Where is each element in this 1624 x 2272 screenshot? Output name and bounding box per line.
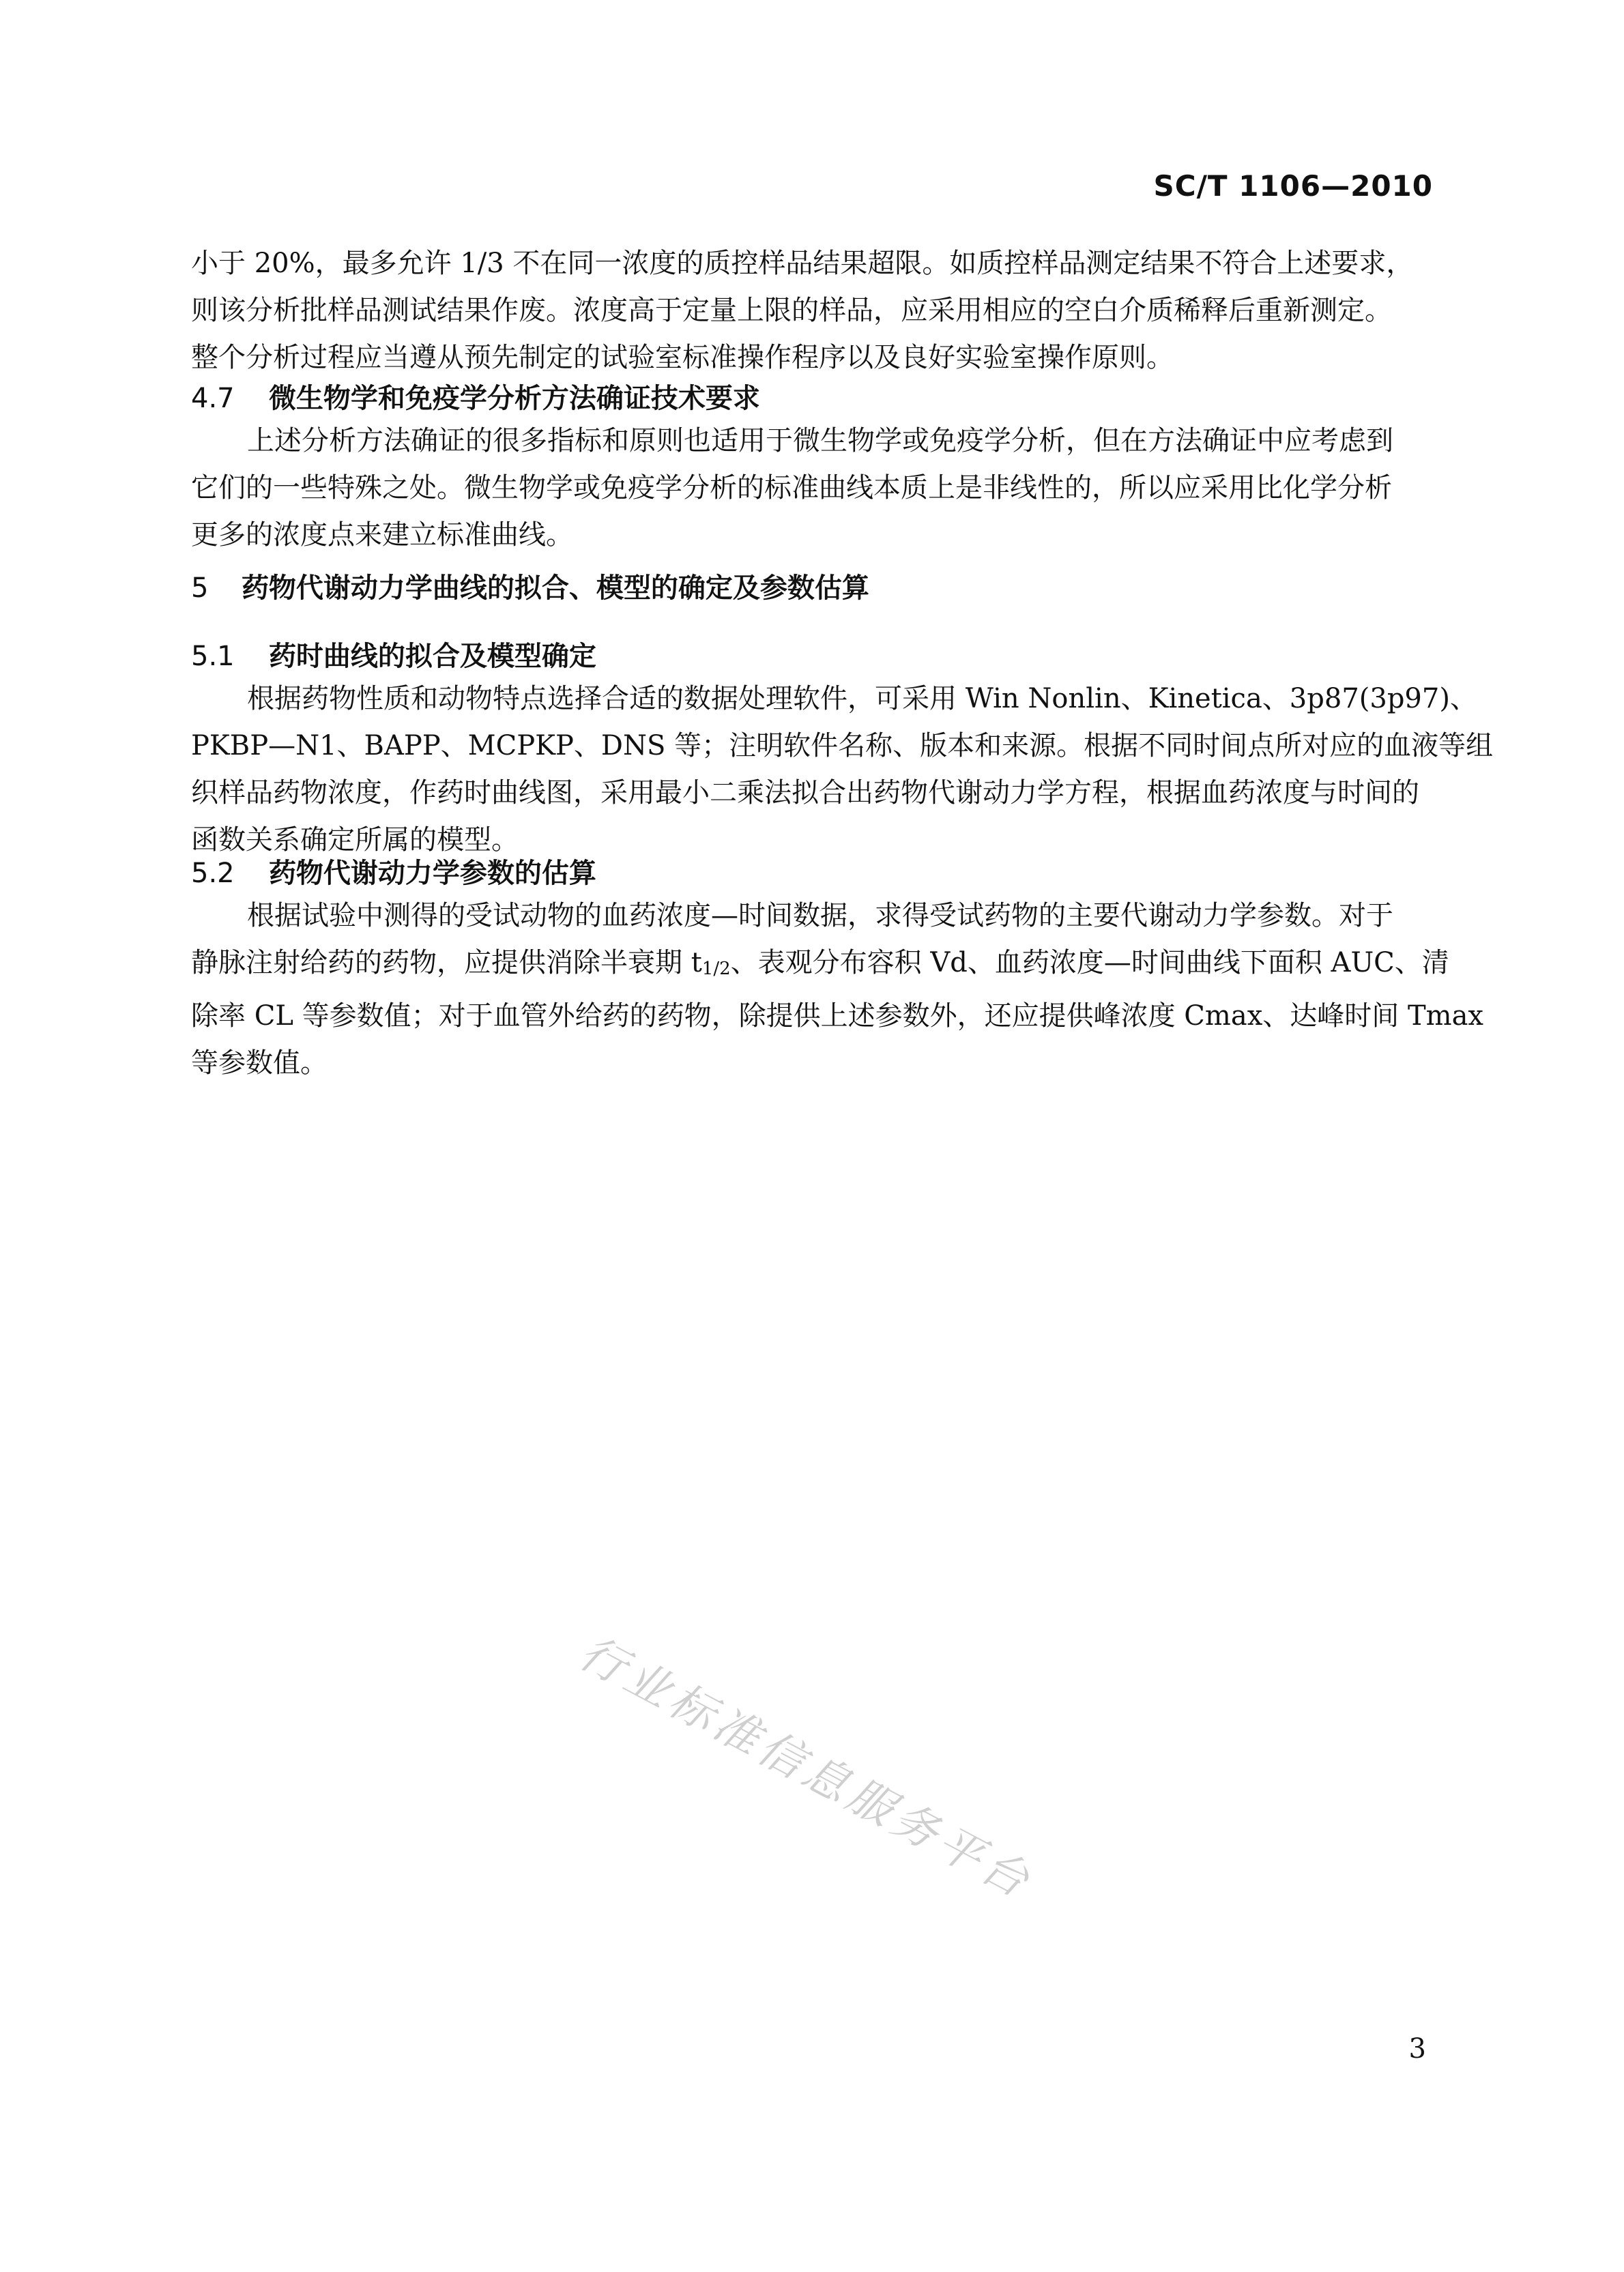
section-title: 微生物学和免疫学分析方法确证技术要求 [268,383,760,414]
section-title: 药物代谢动力学曲线的拟合、模型的确定及参数估算 [241,572,869,604]
section-number: 4.7 [191,383,235,414]
text-segment: 静脉注射给药的药物，应提供消除半衰期 t [191,947,702,978]
section-number: 5 [191,572,209,604]
section-title: 药物代谢动力学参数的估算 [268,858,596,889]
document-code-header: SC/T 1106—2010 [1153,169,1433,203]
text-line [191,940,1449,993]
section-heading-5-1 [191,635,596,673]
section-title: 药时曲线的拟合及模型确定 [268,641,596,672]
text-line: 则该分析批样品测试结果作废。浓度高于定量上限的样品，应采用相应的空白介质稀释后重新测定。 [191,295,1392,326]
text-line: 根据药物性质和动物特点选择合适的数据处理软件，可采用 Win Nonlin、Kinetica、3p87(3p97)、 [247,683,1477,714]
subscript-half: 1/2 [701,959,731,979]
text-line: 织样品药物浓度，作药时曲线图，采用最小二乘法拟合出药物代谢动力学方程，根据血药浓度与时间的 [191,777,1419,809]
watermark: 行业标准信息服务平台 [570,1626,1042,1910]
text-line: 等参数值。 [191,1047,328,1079]
text-line: 更多的浓度点来建立标准曲线。 [191,519,573,551]
text-line: 函数关系确定所属的模型。 [191,824,519,856]
text-line: 根据试验中测得的受试动物的血药浓度—时间数据，求得受试药物的主要代谢动力学参数。对于 [247,900,1393,931]
paragraph-curve-fitting [191,675,1494,864]
page-number: 3 [1408,2033,1426,2065]
paragraph-microbiology [191,418,1433,559]
text-line: 它们的一些特殊之处。微生物学或免疫学分析的标准曲线本质上是非线性的，所以应采用比化学分析 [191,472,1392,504]
text-line: PKBP—N1、BAPP、MCPKP、DNS 等；注明软件名称、版本和来源。根据不同时间点所对应的血液等组 [191,730,1494,761]
text-segment: 、表观分布容积 Vd、血药浓度—时间曲线下面积 AUC、清 [730,947,1449,978]
text-line: 上述分析方法确证的很多指标和原则也适用于微生物学或免疫学分析，但在方法确证中应考虑到 [247,425,1393,456]
paragraph-quality-control [191,240,1433,381]
text-line: 小于 20%，最多允许 1/3 不在同一浓度的质控样品结果超限。如质控样品测定结果不符合上述要求， [191,248,1414,279]
section-number: 5.2 [191,858,235,889]
section-number: 5.1 [191,641,235,672]
paragraph-parameter-estimation [191,892,1483,1087]
section-heading-5-2 [191,851,596,890]
section-heading-4-7 [191,377,760,416]
text-line: 除率 CL 等参数值；对于血管外给药的药物，除提供上述参数外，还应提供峰浓度 Cmax、达峰时间 Tmax [191,1000,1483,1032]
section-heading-5 [191,566,869,605]
text-line: 整个分析过程应当遵从预先制定的试验室标准操作程序以及良好实验室操作原则。 [191,342,1174,373]
